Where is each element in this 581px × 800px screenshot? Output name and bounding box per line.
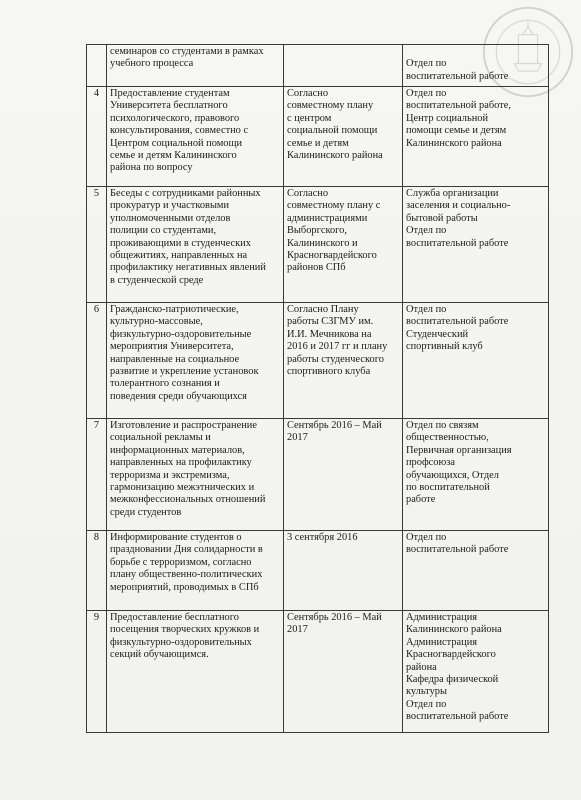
row-number: 9 [87, 611, 107, 733]
responsible-cell: Отдел по связям общественностью, Первичная организация профсоюза обучающихся, Отдел по воспитательной работе [403, 419, 549, 531]
term-cell: Согласно Плану работы СЗГМУ им. И.И. Мечникова на 2016 и 2017 гг и плану работы студенческого спортивного клуба [284, 303, 403, 419]
term-cell: 3 сентября 2016 [284, 531, 403, 611]
row-number: 7 [87, 419, 107, 531]
table-row [87, 87, 549, 187]
activity-cell: семинаров со студентами в рамках учебного процесса [107, 45, 284, 87]
row-number: 5 [87, 187, 107, 303]
responsible-cell: Отдел по воспитательной работе [403, 45, 549, 87]
activity-cell: Гражданско-патриотические, культурно-массовые, физкультурно-оздоровительные мероприятия Университета, направленные на социальное развитие и укрепление установок толерантного сознания и поведения среди обучающихся [107, 303, 284, 419]
row-number: 4 [87, 87, 107, 187]
table-row [87, 45, 549, 87]
activity-cell: Предоставление студентам Университета бесплатного психологического, правового консультирования, совместно с Центром социальной помощи семье и детям Калининского района по вопросу [107, 87, 284, 187]
term-cell: Согласно совместному плану с администрациями Выборгского, Калининского и Красногвардейского районов СПб [284, 187, 403, 303]
table-row [87, 531, 549, 611]
term-cell: Сентябрь 2016 – Май 2017 [284, 419, 403, 531]
term-cell [284, 45, 403, 87]
row-number [87, 45, 107, 87]
table-row [87, 187, 549, 303]
responsible-cell: Служба организации заселения и социально- бытовой работы Отдел по воспитательной работе [403, 187, 549, 303]
table-row [87, 303, 549, 419]
activity-plan-table [86, 44, 549, 733]
row-number: 6 [87, 303, 107, 419]
responsible-cell: Администрация Калининского района Администрация Красногвардейского района Кафедра физической культуры Отдел по воспитательной работе [403, 611, 549, 733]
responsible-cell: Отдел по воспитательной работе Студенческий спортивный клуб [403, 303, 549, 419]
row-number: 8 [87, 531, 107, 611]
table-row [87, 419, 549, 531]
activity-cell: Предоставление бесплатного посещения творческих кружков и физкультурно-оздоровительных секций обучающимся. [107, 611, 284, 733]
term-cell: Сентябрь 2016 – Май 2017 [284, 611, 403, 733]
activity-cell: Информирование студентов о праздновании Дня солидарности в борьбе с терроризмом, согласно плану общественно-политических мероприятий, проводимых в СПб [107, 531, 284, 611]
responsible-cell: Отдел по воспитательной работе [403, 531, 549, 611]
term-cell: Согласно совместному плану с центром социальной помощи семье и детям Калининского района [284, 87, 403, 187]
responsible-cell: Отдел по воспитательной работе, Центр социальной помощи семье и детям Калининского района [403, 87, 549, 187]
table-row [87, 611, 549, 733]
activity-cell: Изготовление и распространение социальной рекламы и информационных материалов, направленных на профилактику терроризма и экстремизма, гармонизацию межэтнических и межконфессиональных отношений среди студентов [107, 419, 284, 531]
activity-cell: Беседы с сотрудниками районных прокуратур и участковыми уполномоченными отделов полиции со студентами, проживающими в студенческих общежитиях, направленных на профилактику негативных явлений в студенческой среде [107, 187, 284, 303]
